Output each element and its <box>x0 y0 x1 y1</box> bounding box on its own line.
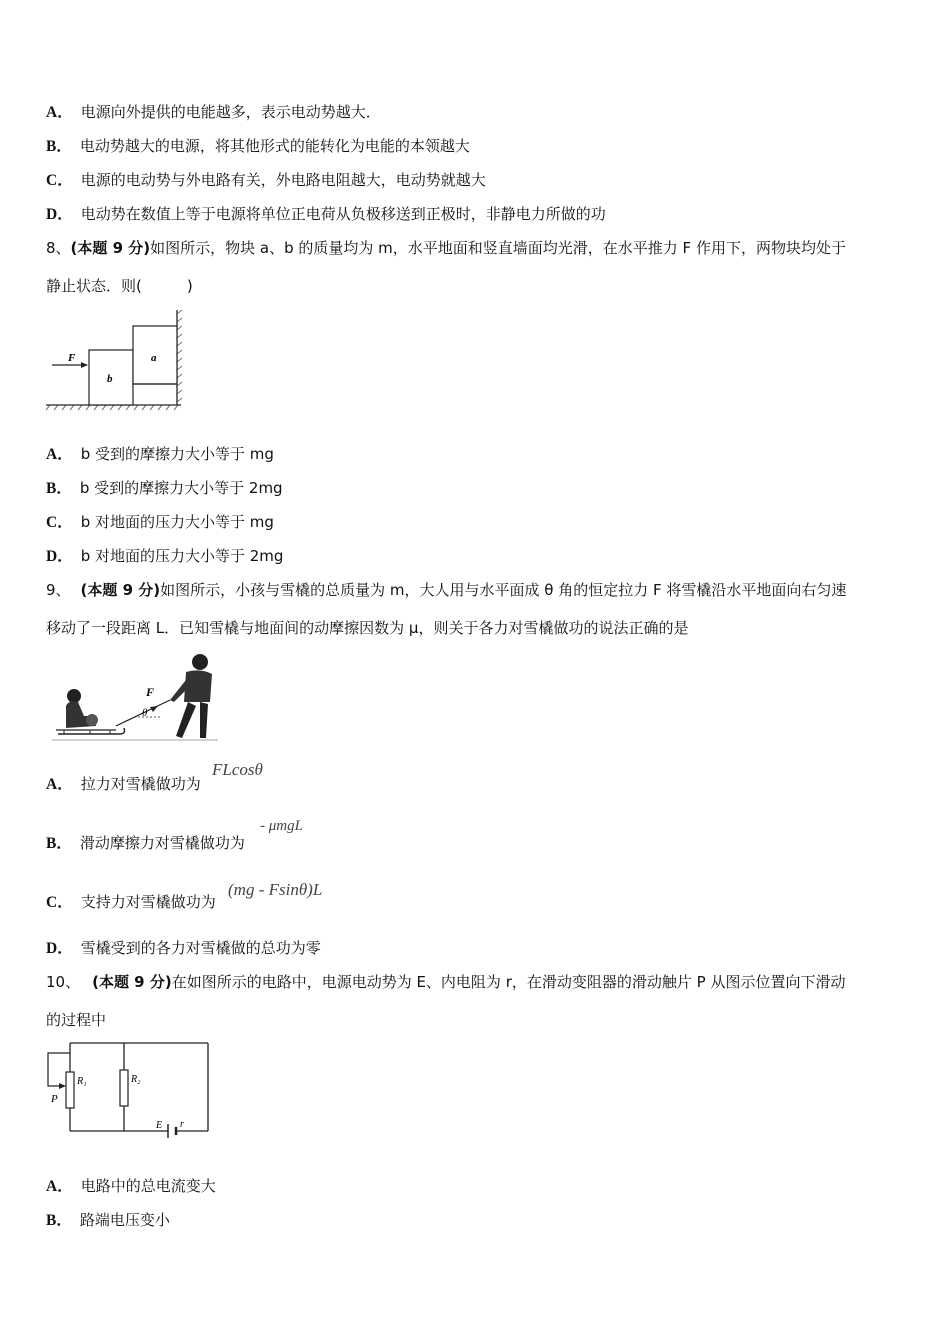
q7-option-d: D． 电动势在数值上等于电源将单位正电荷从负极移送到正极时，非静电力所做的功 <box>46 205 606 223</box>
q10-stem-line1: 10、 (本题 9 分)在如图所示的电路中，电源电动势为 E、内电阻为 r，在滑动变阻器的滑动触片 P 从图示位置向下滑动 <box>46 973 846 991</box>
child-head <box>67 689 81 703</box>
q9-option-d: D． 雪橇受到的各力对雪橇做的总功为零 <box>46 939 321 957</box>
force-f-label: F <box>68 352 76 364</box>
block-b-label: b <box>107 373 113 385</box>
resistor-r2 <box>120 1070 128 1106</box>
q9-stem-line1: 9、 (本题 9 分)如图所示，小孩与雪橇的总质量为 m，大人用与水平面成 θ 角的恒定拉力 F 将雪橇沿水平地面向右匀速 <box>46 581 847 599</box>
internal-r-label: r <box>180 1119 184 1130</box>
resistor-r1 <box>66 1072 74 1108</box>
q9-option-c-formula: (mg - Fsinθ)L <box>228 880 323 899</box>
q7-option-c: C． 电源的电动势与外电路有关，外电路电阻越大，电动势就越大 <box>46 171 486 189</box>
sled-angle-label: θ <box>142 707 148 719</box>
emf-label: E <box>156 1120 163 1131</box>
q9-option-b-formula: - μmgL <box>260 818 303 834</box>
q10-stem-line2: 的过程中 <box>46 1011 107 1029</box>
q9-option-c: C． 支持力对雪橇做功为 <box>46 893 216 911</box>
q8-option-c: C． b 对地面的压力大小等于 mg <box>46 513 274 531</box>
q10-option-a: A． 电路中的总电流变大 <box>46 1177 216 1195</box>
q8-blocks-figure <box>44 306 184 412</box>
q9-option-a: A． 拉力对雪橇做功为 <box>46 775 201 793</box>
q10-circuit-figure <box>44 1038 214 1138</box>
q9-stem-line2: 移动了一段距离 L．已知雪橇与地面间的动摩擦因数为 μ，则关于各力对雪橇做功的说法正确的是 <box>46 619 689 637</box>
q9-option-a-formula: FLcosθ <box>212 760 263 779</box>
q7-option-b: B． 电动势越大的电源，将其他形式的能转化为电能的本领越大 <box>46 137 470 155</box>
q10-option-b: B． 路端电压变小 <box>46 1211 170 1229</box>
q7-option-a: A． 电源向外提供的电能越多，表示电动势越大． <box>46 103 381 121</box>
sled-force-label: F <box>146 685 155 699</box>
q9-sled-figure <box>50 650 220 746</box>
q9-option-b: B． 滑动摩擦力对雪橇做功为 <box>46 834 245 852</box>
r1-label: R₁ <box>77 1076 87 1087</box>
q8-option-d: D． b 对地面的压力大小等于 2mg <box>46 547 284 565</box>
adult-head <box>192 654 208 670</box>
q8-stem-line2: 静止状态．则( ) <box>46 277 193 295</box>
q8-option-a: A． b 受到的摩擦力大小等于 mg <box>46 445 274 463</box>
q8-stem-line1: 8、(本题 9 分)如图所示，物块 a、b 的质量均为 m，水平地面和竖直墙面均光滑，在水平推力 F 作用下，两物块均处于 <box>46 239 846 257</box>
r2-label: R₂ <box>131 1074 141 1085</box>
slider-p-label: P <box>51 1093 58 1105</box>
block-a-label: a <box>151 352 157 364</box>
q8-option-b: B． b 受到的摩擦力大小等于 2mg <box>46 479 283 497</box>
